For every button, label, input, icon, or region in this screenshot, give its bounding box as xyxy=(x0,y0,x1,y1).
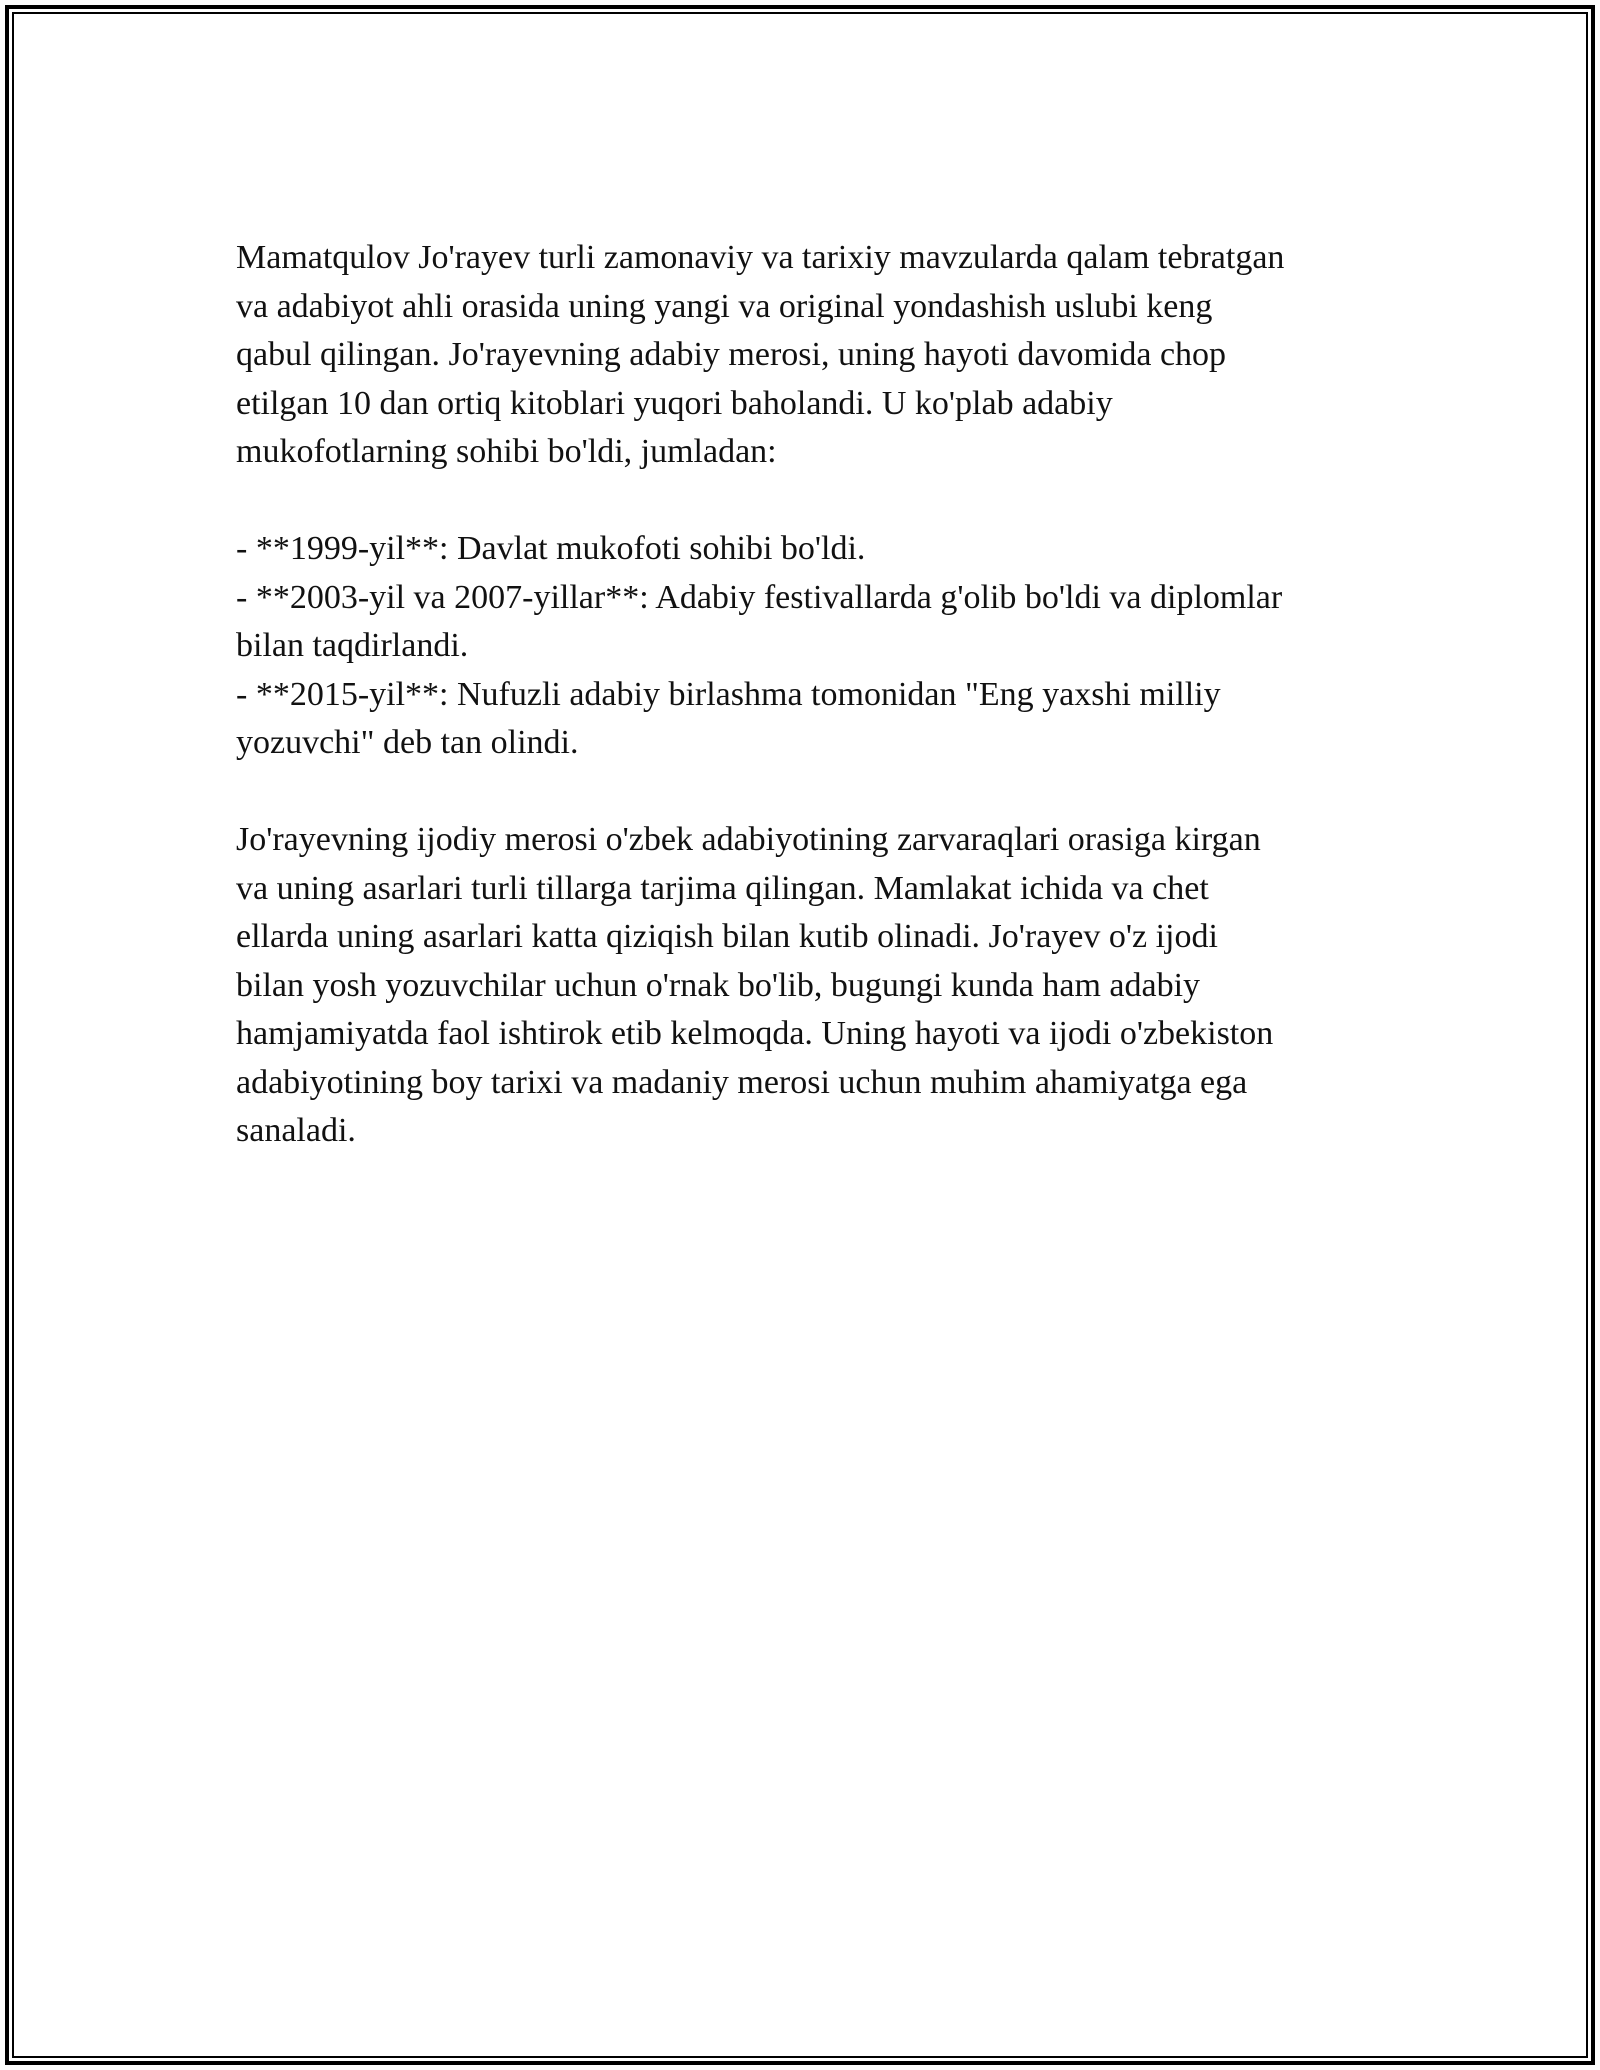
document-body xyxy=(236,234,1376,1156)
text-line: va uning asarlari turli tillarga tarjima qilingan. Mamlakat ichida va chet xyxy=(236,869,1209,907)
text-line: adabiyotining boy tarixi va madaniy merosi uchun muhim ahamiyatga ega xyxy=(236,1063,1248,1101)
text-line: hamjamiyatda faol ishtirok etib kelmoqda. Uning hayoti va ijodi o'zbekiston xyxy=(236,1015,1274,1052)
awards-list xyxy=(236,525,1376,768)
paragraph-spacer xyxy=(236,477,1376,526)
intro-paragraph xyxy=(236,234,1376,477)
list-item-line: - **1999-yil**: Davlat mukofoti sohibi bo'ldi. xyxy=(236,530,866,567)
text-line: mukofotlarning sohibi bo'ldi, jumladan: xyxy=(236,433,777,470)
text-line: Mamatqulov Jo'rayev turli zamonaviy va tarixiy mavzularda qalam tebratgan xyxy=(236,239,1285,276)
text-line: Jo'rayevning ijodiy merosi o'zbek adabiyotining zarvaraqlari orasiga kirgan xyxy=(236,821,1261,858)
text-line: etilgan 10 dan ortiq kitoblari yuqori baholandi. U ko'plab adabiy xyxy=(236,384,1113,422)
list-item-line: yozuvchi" deb tan olindi. xyxy=(236,724,579,761)
list-item-line: - **2015-yil**: Nufuzli adabiy birlashma tomonidan "Eng yaxshi milliy xyxy=(236,675,1221,713)
text-line: ellarda uning asarlari katta qiziqish bilan kutib olinadi. Jo'rayev o'z ijodi xyxy=(236,918,1218,955)
closing-paragraph xyxy=(236,816,1376,1156)
text-line: qabul qilingan. Jo'rayevning adabiy merosi, uning hayoti davomida chop xyxy=(236,336,1227,373)
text-line: bilan yosh yozuvchilar uchun o'rnak bo'lib, bugungi kunda ham adabiy xyxy=(236,966,1201,1004)
list-item-line: - **2003-yil va 2007-yillar**: Adabiy festivallarda g'olib bo'ldi va diplomlar xyxy=(236,578,1283,616)
list-item-line: bilan taqdirlandi. xyxy=(236,627,469,664)
text-line: va adabiyot ahli orasida uning yangi va original yondashish uslubi keng xyxy=(236,287,1213,325)
text-line: sanaladi. xyxy=(236,1112,356,1149)
paragraph-spacer xyxy=(236,768,1376,817)
